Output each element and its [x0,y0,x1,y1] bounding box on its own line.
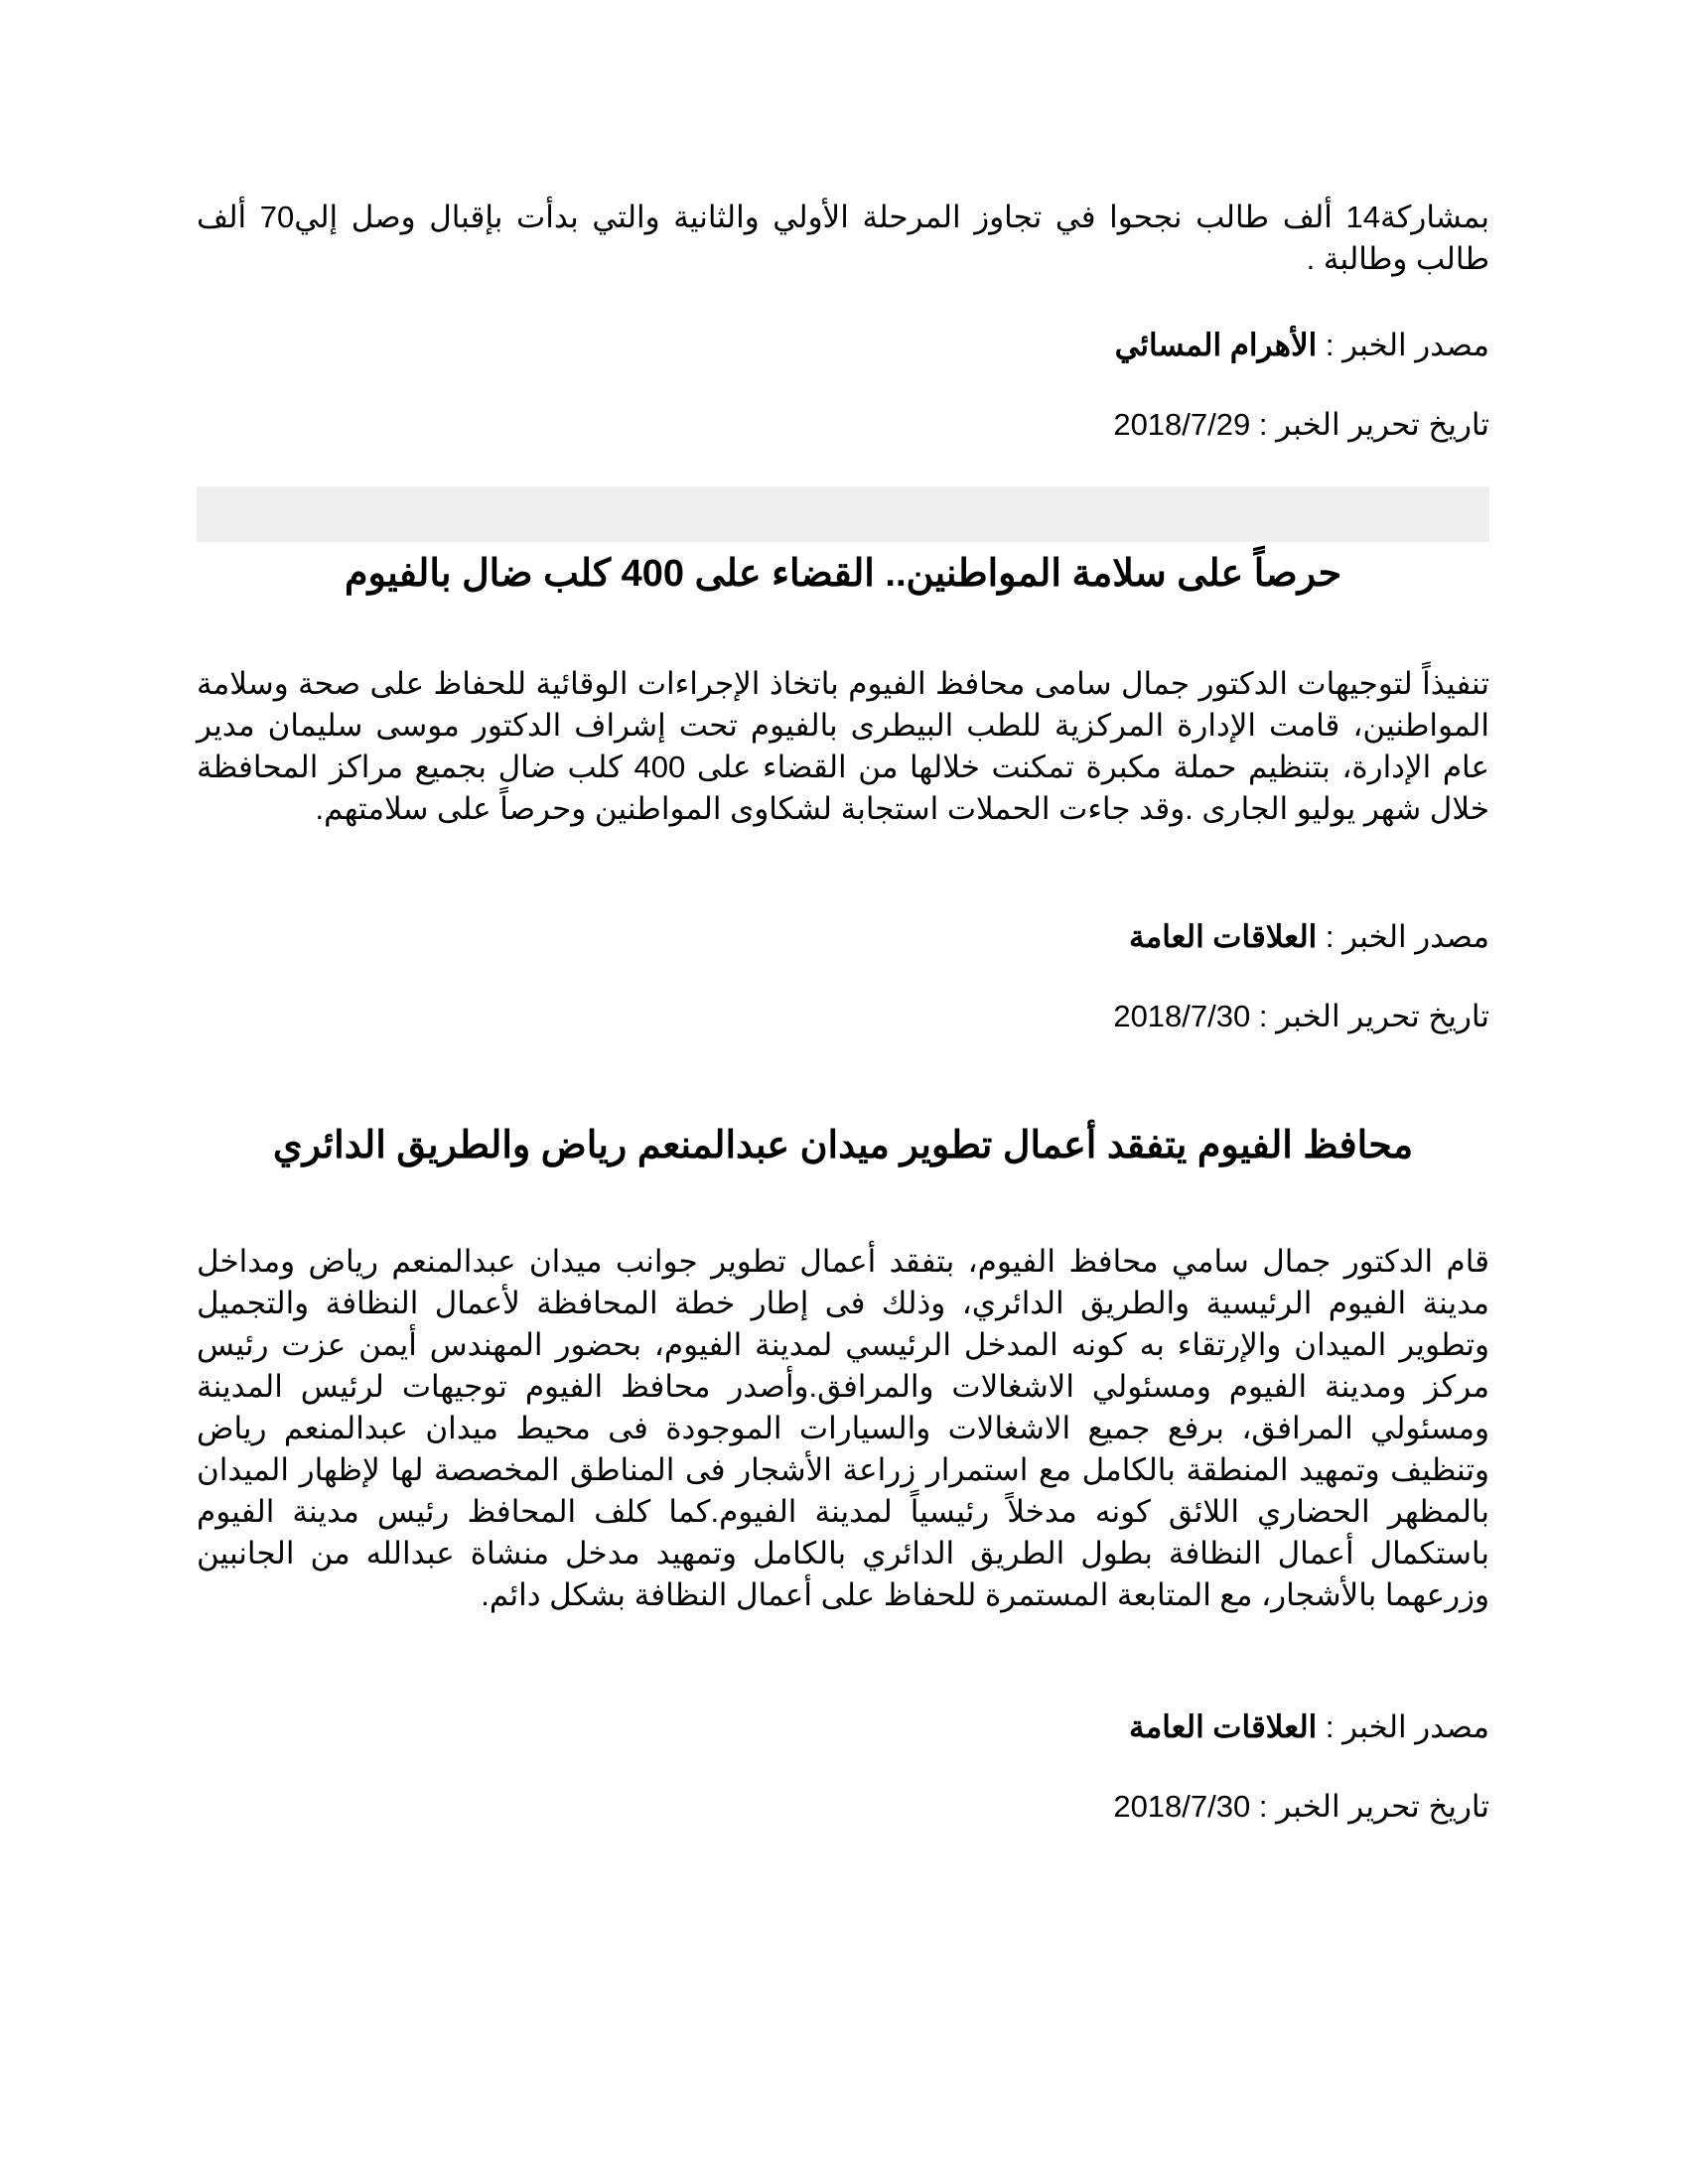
section-separator-band [197,486,1489,542]
article-2-body: تنفيذاً لتوجيهات الدكتور جمال سامى محافظ الفيوم باتخاذ الإجراءات الوقائية للحفاظ على صحة وسلامة المواطنين، قامت الإدارة المركزية للطب البيطرى بالفيوم تحت إشراف الدكتور موسى سليمان مدير عام الإدارة، بتنظيم حملة مكبرة تمكنت خلالها من القضاء على 400 كلب ضال بجميع مراكز المحافظة خلال شهر يوليو الجارى .وقد جاءت الحملات استجابة لشكاوى المواطنين وحرصاً على سلامتهم. [197,666,1489,826]
article-2-source [197,917,1489,957]
date-value: 2018/7/30 [1113,999,1251,1033]
source-label: مصدر الخبر : [1317,919,1489,954]
article-3-body: قام الدكتور جمال سامي محافظ الفيوم، بتفقد أعمال تطوير جوانب ميدان عبدالمنعم رياض ومداخل مدينة الفيوم الرئيسية والطريق الدائري، وذلك فى إطار خطة المحافظة لأعمال النظافة والتجميل وتطوير الميدان والإرتقاء به كونه المدخل الرئيسي لمدينة الفيوم، بحضور المهندس أيمن عزت رئيس مركز ومدينة الفيوم ومسئولي الاشغالات والمرافق.وأصدر محافظ الفيوم توجيهات لرئيس المدينة ومسئولي المرافق، برفع جميع الاشغالات والسيارات الموجودة فى محيط ميدان عبدالمنعم رياض وتنظيف وتمهيد المنطقة بالكامل مع استمرار زراعة الأشجار فى المناطق المخصصة لها لإظهار الميدان بالمظهر الحضاري اللائق كونه مدخلاً رئيسياً لمدينة الفيوم.كما كلف المحافظ رئيس مدينة الفيوم باستكمال أعمال النظافة بطول الطريق الدائري بالكامل وتمهيد مدخل منشاة عبدالله من الجانبين وزرعهما بالأشجار، مع المتابعة المستمرة للحفاظ على أعمال النظافة بشكل دائم. [197,1244,1489,1612]
article-3-source [197,1707,1489,1747]
source-value: الأهرام المسائي [1114,328,1318,362]
date-value: 2018/7/30 [1113,1789,1251,1824]
date-label: تاريخ تحرير الخبر : [1250,1789,1489,1824]
article-2-title: حرصاً على سلامة المواطنين.. القضاء على 400 كلب ضال بالفيوم [344,553,1342,595]
source-label: مصدر الخبر : [1317,1709,1489,1744]
source-label: مصدر الخبر : [1317,328,1489,362]
article-1-body-tail: بمشاركة14 ألف طالب نجحوا في تجاوز المرحلة الأولي والثانية والتي بدأت بإقبال وصل إلي70 ألف طالب وطالبة . [197,200,1489,276]
article-1-source [197,326,1489,365]
date-label: تاريخ تحرير الخبر : [1250,999,1489,1033]
article-1-date [197,405,1489,445]
article-3-date [197,1787,1489,1827]
date-label: تاريخ تحرير الخبر : [1250,407,1489,442]
source-value: العلاقات العامة [1129,919,1318,954]
article-2-date [197,997,1489,1036]
date-value: 2018/7/29 [1113,407,1251,442]
source-value: العلاقات العامة [1129,1709,1318,1744]
article-3-title: محافظ الفيوم يتفقد أعمال تطوير ميدان عبدالمنعم رياض والطريق الدائري [272,1125,1414,1166]
document-page [197,0,1489,2184]
